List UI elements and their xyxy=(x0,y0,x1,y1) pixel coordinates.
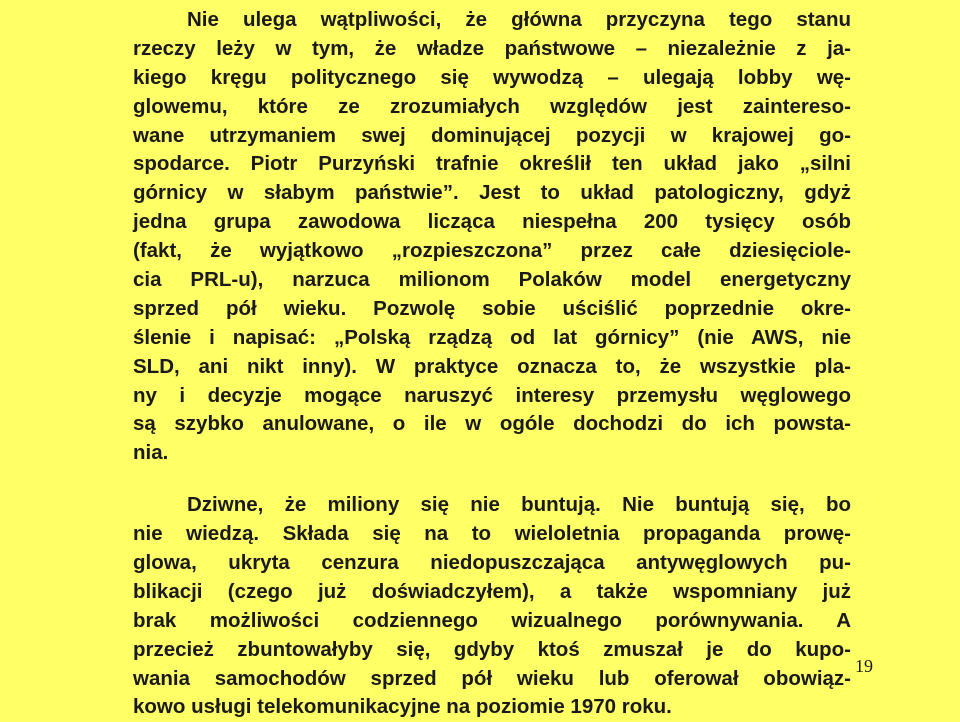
page-number: 19 xyxy=(855,656,873,676)
text-line: blikacji (czego już doświadczyłem), a także wspomniany już xyxy=(133,579,851,603)
text-line: nie wiedzą. Składa się na to wieloletnia propaganda prowę- xyxy=(133,522,851,546)
text-line: ny i decyzje mogące naruszyć interesy przemysłu węglowego xyxy=(133,383,851,407)
paragraph-1 xyxy=(133,6,851,468)
text-line: glowa, ukryta cenzura niedopuszczająca antywęglowych pu- xyxy=(133,551,851,575)
text-line: jedna grupa zawodowa licząca niespełna 200 tysięcy osób xyxy=(133,210,851,234)
text-line: (fakt, że wyjątkowo „rozpieszczona” przez całe dziesięciole- xyxy=(133,239,851,263)
text-line: wane utrzymaniem swej dominującej pozycji w krajowej go- xyxy=(133,123,851,147)
text-line: rzeczy leży w tym, że władze państwowe – niezależnie z ja- xyxy=(133,36,851,60)
text-line: ślenie i napisać: „Polską rządzą od lat górnicy” (nie AWS, nie xyxy=(133,325,851,349)
text-line: cia PRL-u), narzuca milionom Polaków model energetyczny xyxy=(133,268,851,292)
text-line: spodarce. Piotr Purzyński trafnie określił ten układ jako „silni xyxy=(133,152,851,176)
text-line: nia. xyxy=(133,441,169,465)
text-line: Dziwne, że miliony się nie buntują. Nie buntują się, bo xyxy=(187,493,851,517)
text-line: są szybko anulowane, o ile w ogóle dochodzi do ich powsta- xyxy=(133,412,851,436)
text-line: Nie ulega wątpliwości, że główna przyczyna tego stanu xyxy=(187,8,851,31)
paragraph-2 xyxy=(133,491,851,722)
text-block xyxy=(133,6,851,722)
text-line: kowo usługi telekomunikacyjne na poziomie 1970 roku. xyxy=(133,695,672,719)
text-line: SLD, ani nikt inny). W praktyce oznacza to, że wszystkie pla- xyxy=(133,354,851,378)
text-line: glowemu, które ze zrozumiałych względów jest zaintereso- xyxy=(133,94,851,118)
paragraph-gap xyxy=(133,468,851,491)
text-line: górnicy w słabym państwie”. Jest to układ patologiczny, gdyż xyxy=(133,181,851,205)
text-line: brak możliwości codziennego wizualnego porównywania. A xyxy=(133,608,851,632)
text-line: wania samochodów sprzed pół wieku lub oferował obowiąz- xyxy=(133,666,851,690)
text-line: kiego kręgu politycznego się wywodzą – ulegają lobby wę- xyxy=(133,65,851,89)
text-line: sprzed pół wieku. Pozwolę sobie uściślić poprzednie okre- xyxy=(133,296,851,320)
text-line: przecież zbuntowałyby się, gdyby ktoś zmuszał je do kupo- xyxy=(133,637,851,661)
